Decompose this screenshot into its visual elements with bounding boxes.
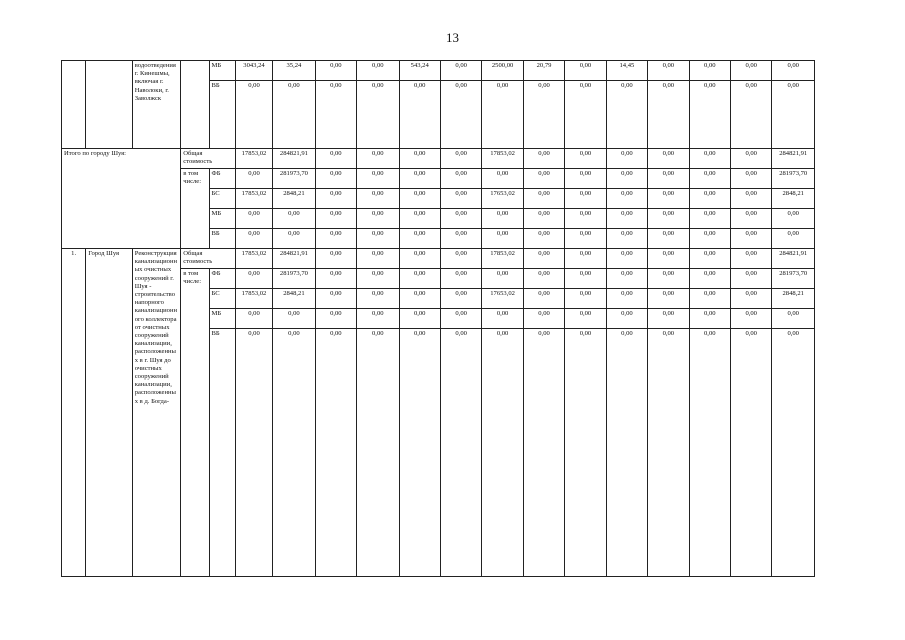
value-cell: 0,00: [235, 269, 272, 289]
value-cell: 0,00: [440, 289, 481, 309]
value-cell: 0,00: [235, 309, 272, 329]
total-cost-label: Общая стоимость: [181, 249, 236, 269]
value-cell: 0,00: [731, 149, 772, 169]
value-cell: 0,00: [648, 61, 689, 81]
value-cell: 0,00: [399, 189, 440, 209]
value-cell: 0,00: [399, 149, 440, 169]
source-cell: ФБ: [209, 269, 235, 289]
value-cell: 0,00: [648, 249, 689, 269]
value-cell: 0,00: [315, 289, 356, 309]
value-cell: 0,00: [357, 209, 399, 229]
value-cell: 0,00: [648, 229, 689, 249]
page-number: 13: [446, 30, 459, 45]
including-label: в том числе:: [181, 169, 209, 249]
value-cell: 0,00: [731, 209, 772, 229]
value-cell: 0,00: [523, 149, 564, 169]
value-cell: 0,00: [606, 209, 647, 229]
value-cell: 0,00: [565, 329, 606, 577]
value-cell: 0,00: [689, 309, 730, 329]
value-cell: 0,00: [606, 329, 647, 577]
value-cell: 0,00: [315, 309, 356, 329]
value-cell: 0,00: [357, 289, 399, 309]
value-cell: 0,00: [235, 81, 272, 149]
value-cell: 20,79: [523, 61, 564, 81]
value-cell: 0,00: [273, 229, 315, 249]
value-cell: 0,00: [440, 329, 481, 577]
value-cell: 0,00: [606, 229, 647, 249]
including-label: в том числе:: [181, 269, 209, 577]
value-cell: 0,00: [689, 249, 730, 269]
value-cell: 0,00: [399, 329, 440, 577]
value-cell: 0,00: [315, 189, 356, 209]
value-cell: 284821,91: [273, 149, 315, 169]
value-cell: 17853,02: [235, 249, 272, 269]
value-cell: 0,00: [565, 169, 606, 189]
value-cell: 0,00: [399, 81, 440, 149]
value-cell: 0,00: [606, 169, 647, 189]
value-cell: 0,00: [440, 309, 481, 329]
value-cell: 0,00: [357, 249, 399, 269]
value-cell: 0,00: [315, 169, 356, 189]
source-cell: ВБ: [209, 329, 235, 577]
value-cell: 0,00: [315, 209, 356, 229]
value-cell: 0,00: [523, 289, 564, 309]
value-cell: 0,00: [357, 189, 399, 209]
value-cell: 0,00: [523, 329, 564, 577]
value-cell: 0,00: [731, 169, 772, 189]
value-cell: 281973,70: [772, 269, 815, 289]
value-cell: 0,00: [357, 81, 399, 149]
value-cell: 0,00: [565, 249, 606, 269]
value-cell: 0,00: [689, 289, 730, 309]
value-cell: 0,00: [731, 61, 772, 81]
value-cell: 0,00: [772, 81, 815, 149]
value-cell: 0,00: [565, 229, 606, 249]
value-cell: 0,00: [648, 169, 689, 189]
value-cell: 0,00: [689, 169, 730, 189]
table-row: [62, 149, 815, 169]
value-cell: 0,00: [689, 329, 730, 577]
value-cell: 2848,21: [273, 189, 315, 209]
value-cell: 0,00: [440, 189, 481, 209]
value-cell: 0,00: [772, 329, 815, 577]
value-cell: 0,00: [648, 289, 689, 309]
value-cell: 0,00: [648, 189, 689, 209]
value-cell: 0,00: [482, 209, 523, 229]
value-cell: 0,00: [565, 269, 606, 289]
value-cell: 0,00: [606, 309, 647, 329]
value-cell: 0,00: [648, 209, 689, 229]
value-cell: 0,00: [440, 229, 481, 249]
source-cell: ВБ: [209, 81, 235, 149]
value-cell: 0,00: [606, 289, 647, 309]
value-cell: 0,00: [648, 309, 689, 329]
value-cell: 0,00: [689, 149, 730, 169]
source-cell: МБ: [209, 209, 235, 229]
value-cell: 0,00: [523, 209, 564, 229]
value-cell: 0,00: [689, 269, 730, 289]
value-cell: 0,00: [440, 249, 481, 269]
project-name-cell: водоотведения г. Кинешмы, включая г. Наволоки, г. Заволжск: [132, 61, 181, 149]
value-cell: 17853,02: [235, 149, 272, 169]
value-cell: 0,00: [565, 209, 606, 229]
value-cell: 0,00: [357, 269, 399, 289]
value-cell: 0,00: [399, 229, 440, 249]
value-cell: 0,00: [315, 61, 356, 81]
value-cell: 17853,02: [235, 189, 272, 209]
value-cell: 2500,00: [482, 61, 523, 81]
value-cell: 0,00: [315, 249, 356, 269]
value-cell: 0,00: [357, 61, 399, 81]
value-cell: 0,00: [731, 269, 772, 289]
value-cell: 0,00: [440, 169, 481, 189]
value-cell: 0,00: [772, 309, 815, 329]
value-cell: 0,00: [772, 229, 815, 249]
value-cell: 0,00: [273, 209, 315, 229]
value-cell: 0,00: [606, 189, 647, 209]
source-cell: ВБ: [209, 229, 235, 249]
value-cell: 0,00: [565, 149, 606, 169]
value-cell: 0,00: [399, 209, 440, 229]
value-cell: 0,00: [523, 189, 564, 209]
value-cell: 0,00: [482, 329, 523, 577]
value-cell: 0,00: [399, 169, 440, 189]
value-cell: 0,00: [315, 269, 356, 289]
value-cell: 0,00: [648, 149, 689, 169]
value-cell: 0,00: [482, 81, 523, 149]
value-cell: 0,00: [565, 289, 606, 309]
value-cell: 281973,70: [273, 169, 315, 189]
value-cell: 2848,21: [772, 289, 815, 309]
value-cell: 0,00: [772, 61, 815, 81]
value-cell: 0,00: [440, 149, 481, 169]
source-cell: ФБ: [209, 169, 235, 189]
value-cell: 543,24: [399, 61, 440, 81]
value-cell: 0,00: [235, 229, 272, 249]
value-cell: 0,00: [357, 229, 399, 249]
budget-table: [61, 60, 815, 577]
value-cell: 0,00: [565, 189, 606, 209]
value-cell: 0,00: [689, 189, 730, 209]
value-cell: 0,00: [523, 309, 564, 329]
value-cell: 0,00: [523, 249, 564, 269]
value-cell: 0,00: [440, 61, 481, 81]
item-city: Город Шуя: [86, 249, 132, 577]
value-cell: 0,00: [731, 81, 772, 149]
value-cell: 0,00: [731, 229, 772, 249]
value-cell: 0,00: [399, 249, 440, 269]
value-cell: 0,00: [482, 229, 523, 249]
value-cell: 0,00: [273, 81, 315, 149]
value-cell: 0,00: [357, 309, 399, 329]
value-cell: 0,00: [731, 309, 772, 329]
item-number: 1.: [62, 249, 86, 577]
value-cell: 0,00: [523, 169, 564, 189]
number-cell: [62, 61, 86, 149]
value-cell: 0,00: [440, 209, 481, 229]
value-cell: 0,00: [606, 149, 647, 169]
value-cell: 17853,02: [482, 149, 523, 169]
value-cell: 17653,02: [482, 189, 523, 209]
source-cell: МБ: [209, 61, 235, 81]
value-cell: 2848,21: [273, 289, 315, 309]
value-cell: 284821,91: [273, 249, 315, 269]
value-cell: 0,00: [440, 269, 481, 289]
value-cell: 0,00: [565, 81, 606, 149]
city-cell: [86, 61, 132, 149]
total-shuya-label: Итого по городу Шуя:: [62, 149, 181, 249]
value-cell: 0,00: [399, 309, 440, 329]
value-cell: 0,00: [399, 289, 440, 309]
value-cell: 0,00: [315, 329, 356, 577]
value-cell: 0,00: [357, 329, 399, 577]
value-cell: 0,00: [399, 269, 440, 289]
value-cell: 0,00: [689, 61, 730, 81]
value-cell: 0,00: [315, 149, 356, 169]
source-cell: БС: [209, 289, 235, 309]
total-cost-label: Общая стоимость: [181, 149, 236, 169]
value-cell: 0,00: [689, 81, 730, 149]
value-cell: 0,00: [235, 329, 272, 577]
value-cell: 0,00: [482, 309, 523, 329]
value-cell: 0,00: [523, 269, 564, 289]
value-cell: 0,00: [606, 249, 647, 269]
value-cell: 0,00: [689, 209, 730, 229]
value-cell: 0,00: [648, 81, 689, 149]
value-cell: 17653,02: [482, 289, 523, 309]
value-cell: 3043,24: [235, 61, 272, 81]
value-cell: 17853,02: [235, 289, 272, 309]
value-cell: 281973,70: [273, 269, 315, 289]
value-cell: 284821,91: [772, 249, 815, 269]
value-cell: 0,00: [523, 229, 564, 249]
table-row: [62, 249, 815, 269]
value-cell: 0,00: [273, 309, 315, 329]
value-cell: 0,00: [731, 289, 772, 309]
value-cell: 0,00: [565, 61, 606, 81]
value-cell: 0,00: [482, 269, 523, 289]
source-cell: БС: [209, 189, 235, 209]
value-cell: 0,00: [606, 81, 647, 149]
value-cell: 0,00: [235, 169, 272, 189]
value-cell: 0,00: [315, 81, 356, 149]
value-cell: 35,24: [273, 61, 315, 81]
value-cell: 0,00: [731, 329, 772, 577]
table-row: [62, 61, 815, 81]
value-cell: 0,00: [772, 209, 815, 229]
value-cell: 0,00: [689, 229, 730, 249]
value-cell: 0,00: [482, 169, 523, 189]
source-cell: МБ: [209, 309, 235, 329]
value-cell: 2848,21: [772, 189, 815, 209]
item-project-name: Реконструкция канализационных очистных сооружений г. Шуя - строительство напорного канализационного коллектора от очистных сооружений канализации, расположенных в г. Шуя до очистных сооружений канализации, расположенных в д. Богда-: [132, 249, 181, 577]
value-cell: 0,00: [523, 81, 564, 149]
value-cell: 17853,02: [482, 249, 523, 269]
value-cell: 0,00: [315, 229, 356, 249]
value-cell: 0,00: [357, 169, 399, 189]
value-cell: 0,00: [235, 209, 272, 229]
value-cell: 0,00: [440, 81, 481, 149]
value-cell: 0,00: [357, 149, 399, 169]
value-cell: 281973,70: [772, 169, 815, 189]
value-cell: 0,00: [731, 189, 772, 209]
value-cell: 0,00: [648, 269, 689, 289]
value-cell: 0,00: [273, 329, 315, 577]
value-cell: 0,00: [731, 249, 772, 269]
value-cell: 14,45: [606, 61, 647, 81]
label-cell: [181, 61, 209, 149]
value-cell: 0,00: [606, 269, 647, 289]
value-cell: 0,00: [565, 309, 606, 329]
value-cell: 284821,91: [772, 149, 815, 169]
value-cell: 0,00: [648, 329, 689, 577]
